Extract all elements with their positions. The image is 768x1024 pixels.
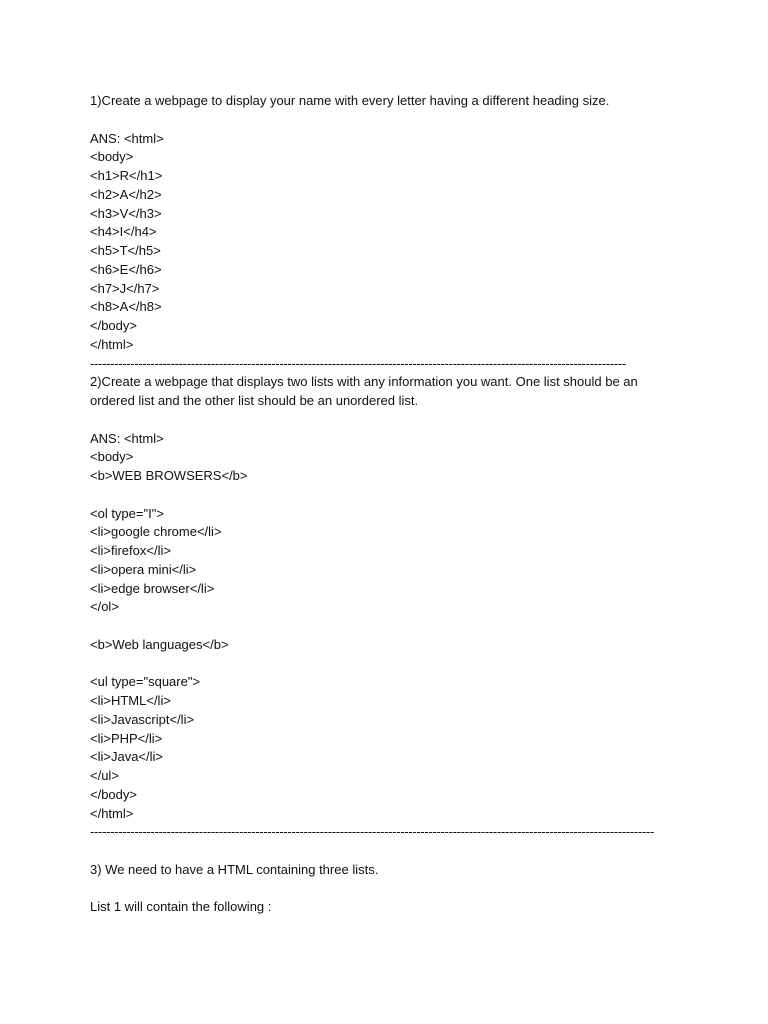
code-line: <h8>A</h8> <box>90 299 162 315</box>
code-line: <h4>I</h4> <box>90 224 157 240</box>
code-line: <li>Javascript</li> <box>90 711 195 727</box>
answer-1-code <box>90 130 690 355</box>
answer-2-code <box>90 430 690 824</box>
code-line: </html> <box>90 336 134 352</box>
question-2-text: 2)Create a webpage that displays two lists with any information you want. One list should be an ordered list and the other list should be an unordered list. <box>90 374 638 408</box>
code-line: <li>opera mini</li> <box>90 561 197 577</box>
code-line: </ol> <box>90 599 119 615</box>
blank-line <box>90 842 690 861</box>
code-line: <li>google chrome</li> <box>90 524 222 540</box>
code-line: <li>firefox</li> <box>90 543 171 558</box>
question-3-text: 3) We need to have a HTML containing three lists. <box>90 861 379 877</box>
separator-line: ------------------------------------------------------------------------------------------------------------------------------------- <box>90 355 626 371</box>
code-line: <li>PHP</li> <box>90 730 163 746</box>
document-content <box>90 92 690 917</box>
question-1-text: 1)Create a webpage to display your name with every letter having a different heading size. <box>90 93 610 108</box>
code-line: <h3>V</h3> <box>90 205 162 221</box>
code-line: <body> <box>90 449 134 465</box>
code-line: <h5>T</h5> <box>90 243 161 258</box>
code-line: <li>Java</li> <box>90 749 163 765</box>
blank-line <box>90 617 690 636</box>
code-line: <b>WEB BROWSERS</b> <box>90 468 248 483</box>
code-line: <li>HTML</li> <box>90 693 171 708</box>
code-line: </ul> <box>90 768 119 783</box>
code-line: <h2>A</h2> <box>90 186 162 202</box>
code-line: <ul type="square"> <box>90 674 201 690</box>
code-line: <body> <box>90 149 134 165</box>
code-line: ANS: <html> <box>90 130 164 146</box>
code-line: </body> <box>90 786 137 802</box>
blank-line <box>90 655 690 674</box>
blank-line <box>90 486 690 505</box>
list-1-intro: List 1 will contain the following : <box>90 899 272 915</box>
blank-line <box>90 880 690 899</box>
code-line: <b>Web languages</b> <box>90 636 229 652</box>
blank-line <box>90 411 690 430</box>
code-line: <h1>R</h1> <box>90 168 163 183</box>
blank-line <box>90 111 690 130</box>
code-line: <h6>E</h6> <box>90 261 162 277</box>
code-line: </body> <box>90 318 137 333</box>
separator-line: -------------------------------------------------------------------------------------------------------------------------------------------- <box>90 824 655 840</box>
code-line: <li>edge browser</li> <box>90 580 215 596</box>
code-line: ANS: <html> <box>90 430 164 446</box>
code-line: <ol type="I"> <box>90 505 164 521</box>
code-line: </html> <box>90 805 134 821</box>
code-line: <h7>J</h7> <box>90 280 160 296</box>
